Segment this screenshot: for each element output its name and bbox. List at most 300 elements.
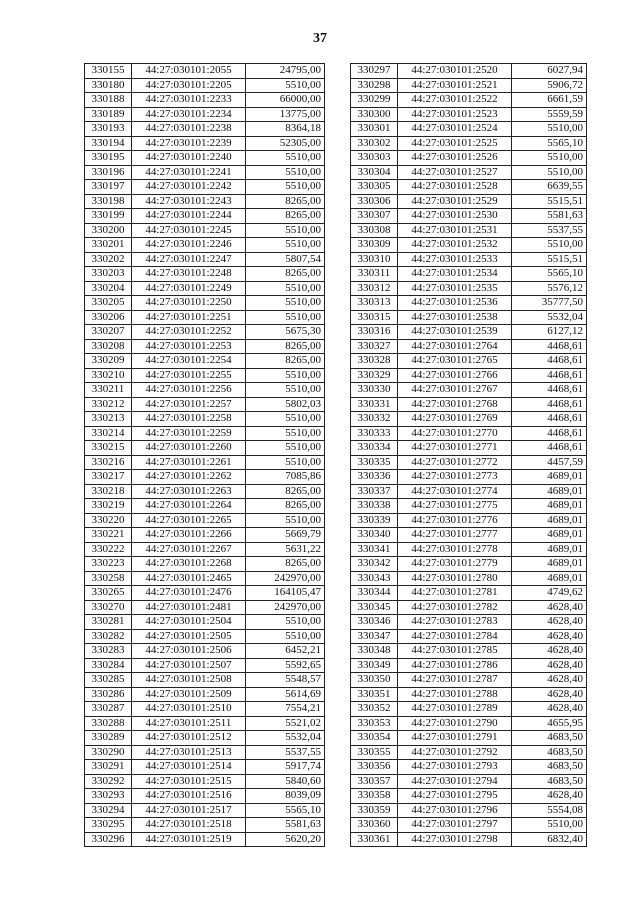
- parcel-number-cell: 330208: [85, 339, 132, 354]
- table-row: [351, 354, 587, 369]
- cadastral-number-cell: 44:27:030101:2465: [132, 571, 246, 586]
- parcel-number-cell: 330327: [351, 339, 398, 354]
- value-cell: 5620,20: [246, 832, 325, 847]
- table-row: [351, 397, 587, 412]
- table-row: [85, 64, 325, 79]
- value-cell: 4628,40: [512, 702, 587, 717]
- value-cell: 5510,00: [246, 223, 325, 238]
- value-cell: 5510,00: [246, 165, 325, 180]
- parcel-number-cell: 330340: [351, 528, 398, 543]
- value-cell: 4628,40: [512, 658, 587, 673]
- table-row: [85, 238, 325, 253]
- table-row: [85, 615, 325, 630]
- table-row: [85, 267, 325, 282]
- parcel-number-cell: 330281: [85, 615, 132, 630]
- cadastral-number-cell: 44:27:030101:2256: [132, 383, 246, 398]
- table-row: [85, 223, 325, 238]
- value-cell: 7554,21: [246, 702, 325, 717]
- value-cell: 6452,21: [246, 644, 325, 659]
- parcel-number-cell: 330328: [351, 354, 398, 369]
- parcel-number-cell: 330282: [85, 629, 132, 644]
- table-row: [85, 499, 325, 514]
- cadastral-number-cell: 44:27:030101:2524: [398, 122, 512, 137]
- value-cell: 5554,08: [512, 803, 587, 818]
- parcel-number-cell: 330210: [85, 368, 132, 383]
- table-row: [85, 281, 325, 296]
- value-cell: 5510,00: [512, 818, 587, 833]
- table-row: [351, 542, 587, 557]
- parcel-number-cell: 330309: [351, 238, 398, 253]
- value-cell: 8039,09: [246, 789, 325, 804]
- value-cell: 5515,51: [512, 194, 587, 209]
- value-cell: 5537,55: [246, 745, 325, 760]
- table-row: [85, 412, 325, 427]
- table-row: [85, 803, 325, 818]
- parcel-number-cell: 330214: [85, 426, 132, 441]
- value-cell: 5515,51: [512, 252, 587, 267]
- table-row: [85, 745, 325, 760]
- value-cell: 5906,72: [512, 78, 587, 93]
- value-cell: 35777,50: [512, 296, 587, 311]
- parcel-number-cell: 330344: [351, 586, 398, 601]
- value-cell: 5510,00: [246, 412, 325, 427]
- value-cell: 24795,00: [246, 64, 325, 79]
- cadastral-number-cell: 44:27:030101:2519: [132, 832, 246, 847]
- cadastral-number-cell: 44:27:030101:2505: [132, 629, 246, 644]
- parcel-number-cell: 330306: [351, 194, 398, 209]
- table-row: [351, 78, 587, 93]
- table-row: [85, 600, 325, 615]
- parcel-number-cell: 330297: [351, 64, 398, 79]
- value-cell: 5532,04: [512, 310, 587, 325]
- value-cell: 5510,00: [246, 180, 325, 195]
- parcel-number-cell: 330288: [85, 716, 132, 731]
- cadastral-number-cell: 44:27:030101:2771: [398, 441, 512, 456]
- cadastral-number-cell: 44:27:030101:2535: [398, 281, 512, 296]
- table-row: [85, 557, 325, 572]
- parcel-number-cell: 330200: [85, 223, 132, 238]
- table-row: [351, 774, 587, 789]
- parcel-number-cell: 330199: [85, 209, 132, 224]
- table-row: [351, 194, 587, 209]
- value-cell: 6127,12: [512, 325, 587, 340]
- table-row: [85, 571, 325, 586]
- cadastral-number-cell: 44:27:030101:2776: [398, 513, 512, 528]
- parcel-number-cell: 330298: [351, 78, 398, 93]
- table-row: [85, 760, 325, 775]
- value-cell: 5510,00: [246, 238, 325, 253]
- parcel-number-cell: 330357: [351, 774, 398, 789]
- cadastral-number-cell: 44:27:030101:2261: [132, 455, 246, 470]
- cadastral-number-cell: 44:27:030101:2260: [132, 441, 246, 456]
- cadastral-number-cell: 44:27:030101:2265: [132, 513, 246, 528]
- cadastral-number-cell: 44:27:030101:2781: [398, 586, 512, 601]
- table-row: [85, 687, 325, 702]
- cadastral-number-cell: 44:27:030101:2798: [398, 832, 512, 847]
- parcel-number-cell: 330350: [351, 673, 398, 688]
- cadastral-number-cell: 44:27:030101:2504: [132, 615, 246, 630]
- table-row: [351, 339, 587, 354]
- value-cell: 4689,01: [512, 484, 587, 499]
- table-row: [85, 673, 325, 688]
- value-cell: 8265,00: [246, 194, 325, 209]
- table-row: [85, 528, 325, 543]
- table-row: [85, 629, 325, 644]
- table-row: [85, 310, 325, 325]
- table-row: [351, 528, 587, 543]
- value-cell: 4468,61: [512, 383, 587, 398]
- parcel-number-cell: 330352: [351, 702, 398, 717]
- cadastral-number-cell: 44:27:030101:2247: [132, 252, 246, 267]
- parcel-number-cell: 330313: [351, 296, 398, 311]
- table-row: [351, 223, 587, 238]
- table-row: [85, 455, 325, 470]
- value-cell: 6832,40: [512, 832, 587, 847]
- table-row: [351, 818, 587, 833]
- table-row: [351, 426, 587, 441]
- parcel-number-cell: 330360: [351, 818, 398, 833]
- parcel-number-cell: 330334: [351, 441, 398, 456]
- table-row: [85, 296, 325, 311]
- cadastral-number-cell: 44:27:030101:2514: [132, 760, 246, 775]
- table-row: [85, 716, 325, 731]
- parcel-number-cell: 330333: [351, 426, 398, 441]
- parcel-number-cell: 330302: [351, 136, 398, 151]
- parcel-number-cell: 330289: [85, 731, 132, 746]
- table-row: [351, 296, 587, 311]
- cadastral-number-cell: 44:27:030101:2785: [398, 644, 512, 659]
- value-cell: 4655,95: [512, 716, 587, 731]
- table-row: [351, 122, 587, 137]
- value-cell: 4468,61: [512, 412, 587, 427]
- table-row: [351, 238, 587, 253]
- value-cell: 5510,00: [246, 78, 325, 93]
- parcel-number-cell: 330201: [85, 238, 132, 253]
- parcel-number-cell: 330195: [85, 151, 132, 166]
- table-row: [85, 426, 325, 441]
- cadastral-number-cell: 44:27:030101:2795: [398, 789, 512, 804]
- value-cell: 4689,01: [512, 571, 587, 586]
- value-cell: 4468,61: [512, 368, 587, 383]
- cadastral-number-cell: 44:27:030101:2264: [132, 499, 246, 514]
- cadastral-number-cell: 44:27:030101:2791: [398, 731, 512, 746]
- table-row: [351, 716, 587, 731]
- cadastral-number-cell: 44:27:030101:2506: [132, 644, 246, 659]
- cadastral-number-cell: 44:27:030101:2522: [398, 93, 512, 108]
- table-row: [351, 499, 587, 514]
- parcel-table-right: [350, 63, 587, 847]
- cadastral-number-cell: 44:27:030101:2511: [132, 716, 246, 731]
- value-cell: 4689,01: [512, 470, 587, 485]
- value-cell: 5510,00: [512, 151, 587, 166]
- parcel-number-cell: 330315: [351, 310, 398, 325]
- value-cell: 5521,02: [246, 716, 325, 731]
- value-cell: 5510,00: [246, 310, 325, 325]
- cadastral-number-cell: 44:27:030101:2241: [132, 165, 246, 180]
- cadastral-number-cell: 44:27:030101:2245: [132, 223, 246, 238]
- value-cell: 8265,00: [246, 339, 325, 354]
- cadastral-number-cell: 44:27:030101:2525: [398, 136, 512, 151]
- cadastral-number-cell: 44:27:030101:2255: [132, 368, 246, 383]
- parcel-number-cell: 330194: [85, 136, 132, 151]
- table-row: [351, 803, 587, 818]
- value-cell: 4689,01: [512, 528, 587, 543]
- value-cell: 242970,00: [246, 600, 325, 615]
- cadastral-number-cell: 44:27:030101:2262: [132, 470, 246, 485]
- parcel-number-cell: 330353: [351, 716, 398, 731]
- cadastral-number-cell: 44:27:030101:2784: [398, 629, 512, 644]
- parcel-number-cell: 330283: [85, 644, 132, 659]
- value-cell: 5510,00: [246, 513, 325, 528]
- cadastral-number-cell: 44:27:030101:2529: [398, 194, 512, 209]
- value-cell: 5631,22: [246, 542, 325, 557]
- parcel-number-cell: 330270: [85, 600, 132, 615]
- cadastral-number-cell: 44:27:030101:2528: [398, 180, 512, 195]
- value-cell: 5510,00: [246, 383, 325, 398]
- value-cell: 4468,61: [512, 426, 587, 441]
- cadastral-number-cell: 44:27:030101:2254: [132, 354, 246, 369]
- parcel-number-cell: 330180: [85, 78, 132, 93]
- table-row: [351, 368, 587, 383]
- cadastral-number-cell: 44:27:030101:2767: [398, 383, 512, 398]
- table-row: [85, 441, 325, 456]
- parcel-number-cell: 330221: [85, 528, 132, 543]
- table-row: [85, 513, 325, 528]
- cadastral-number-cell: 44:27:030101:2252: [132, 325, 246, 340]
- cadastral-number-cell: 44:27:030101:2796: [398, 803, 512, 818]
- cadastral-number-cell: 44:27:030101:2266: [132, 528, 246, 543]
- cadastral-number-cell: 44:27:030101:2249: [132, 281, 246, 296]
- parcel-number-cell: 330300: [351, 107, 398, 122]
- cadastral-number-cell: 44:27:030101:2772: [398, 455, 512, 470]
- parcel-number-cell: 330293: [85, 789, 132, 804]
- cadastral-number-cell: 44:27:030101:2793: [398, 760, 512, 775]
- table-row: [85, 325, 325, 340]
- cadastral-number-cell: 44:27:030101:2205: [132, 78, 246, 93]
- parcel-number-cell: 330265: [85, 586, 132, 601]
- table-row: [351, 64, 587, 79]
- value-cell: 8364,18: [246, 122, 325, 137]
- parcel-number-cell: 330285: [85, 673, 132, 688]
- table-row: [351, 687, 587, 702]
- parcel-number-cell: 330188: [85, 93, 132, 108]
- table-row: [351, 383, 587, 398]
- cadastral-number-cell: 44:27:030101:2523: [398, 107, 512, 122]
- cadastral-number-cell: 44:27:030101:2233: [132, 93, 246, 108]
- table-row: [351, 673, 587, 688]
- cadastral-number-cell: 44:27:030101:2779: [398, 557, 512, 572]
- parcel-number-cell: 330193: [85, 122, 132, 137]
- value-cell: 4628,40: [512, 673, 587, 688]
- parcel-number-cell: 330296: [85, 832, 132, 847]
- parcel-number-cell: 330331: [351, 397, 398, 412]
- cadastral-number-cell: 44:27:030101:2257: [132, 397, 246, 412]
- value-cell: 5510,00: [246, 296, 325, 311]
- table-row: [351, 267, 587, 282]
- value-cell: 5917,74: [246, 760, 325, 775]
- cadastral-number-cell: 44:27:030101:2790: [398, 716, 512, 731]
- parcel-number-cell: 330291: [85, 760, 132, 775]
- value-cell: 8265,00: [246, 484, 325, 499]
- parcel-number-cell: 330215: [85, 441, 132, 456]
- cadastral-number-cell: 44:27:030101:2786: [398, 658, 512, 673]
- cadastral-number-cell: 44:27:030101:2783: [398, 615, 512, 630]
- parcel-number-cell: 330348: [351, 644, 398, 659]
- parcel-number-cell: 330356: [351, 760, 398, 775]
- table-row: [351, 93, 587, 108]
- value-cell: 6027,94: [512, 64, 587, 79]
- parcel-number-cell: 330310: [351, 252, 398, 267]
- value-cell: 4689,01: [512, 542, 587, 557]
- parcel-number-cell: 330343: [351, 571, 398, 586]
- table-row: [351, 281, 587, 296]
- cadastral-number-cell: 44:27:030101:2773: [398, 470, 512, 485]
- table-row: [85, 658, 325, 673]
- table-row: [351, 600, 587, 615]
- value-cell: 5807,54: [246, 252, 325, 267]
- table-row: [85, 484, 325, 499]
- cadastral-number-cell: 44:27:030101:2244: [132, 209, 246, 224]
- cadastral-number-cell: 44:27:030101:2517: [132, 803, 246, 818]
- value-cell: 8265,00: [246, 267, 325, 282]
- table-row: [351, 165, 587, 180]
- value-cell: 5510,00: [246, 455, 325, 470]
- parcel-number-cell: 330286: [85, 687, 132, 702]
- table-row: [85, 136, 325, 151]
- value-cell: 5576,12: [512, 281, 587, 296]
- table-row: [85, 832, 325, 847]
- cadastral-number-cell: 44:27:030101:2263: [132, 484, 246, 499]
- table-row: [351, 832, 587, 847]
- cadastral-number-cell: 44:27:030101:2259: [132, 426, 246, 441]
- cadastral-number-cell: 44:27:030101:2481: [132, 600, 246, 615]
- value-cell: 4689,01: [512, 557, 587, 572]
- page-number: 37: [313, 31, 327, 46]
- value-cell: 5510,00: [246, 441, 325, 456]
- value-cell: 5548,57: [246, 673, 325, 688]
- cadastral-number-cell: 44:27:030101:2243: [132, 194, 246, 209]
- cadastral-number-cell: 44:27:030101:2538: [398, 310, 512, 325]
- cadastral-number-cell: 44:27:030101:2789: [398, 702, 512, 717]
- value-cell: 4628,40: [512, 789, 587, 804]
- cadastral-number-cell: 44:27:030101:2768: [398, 397, 512, 412]
- parcel-number-cell: 330155: [85, 64, 132, 79]
- value-cell: 8265,00: [246, 499, 325, 514]
- parcel-number-cell: 330329: [351, 368, 398, 383]
- table-row: [85, 818, 325, 833]
- cadastral-number-cell: 44:27:030101:2766: [398, 368, 512, 383]
- table-row: [85, 368, 325, 383]
- parcel-number-cell: 330220: [85, 513, 132, 528]
- value-cell: 4749,62: [512, 586, 587, 601]
- parcel-number-cell: 330290: [85, 745, 132, 760]
- table-row: [351, 136, 587, 151]
- value-cell: 242970,00: [246, 571, 325, 586]
- cadastral-number-cell: 44:27:030101:2520: [398, 64, 512, 79]
- cadastral-number-cell: 44:27:030101:2530: [398, 209, 512, 224]
- value-cell: 5802,03: [246, 397, 325, 412]
- parcel-number-cell: 330339: [351, 513, 398, 528]
- value-cell: 5581,63: [512, 209, 587, 224]
- parcel-number-cell: 330312: [351, 281, 398, 296]
- cadastral-number-cell: 44:27:030101:2797: [398, 818, 512, 833]
- value-cell: 52305,00: [246, 136, 325, 151]
- cadastral-number-cell: 44:27:030101:2515: [132, 774, 246, 789]
- table-row: [351, 209, 587, 224]
- value-cell: 4628,40: [512, 629, 587, 644]
- value-cell: 5510,00: [512, 238, 587, 253]
- parcel-number-cell: 330219: [85, 499, 132, 514]
- value-cell: 5510,00: [246, 368, 325, 383]
- cadastral-number-cell: 44:27:030101:2251: [132, 310, 246, 325]
- cadastral-number-cell: 44:27:030101:2539: [398, 325, 512, 340]
- table-row: [85, 354, 325, 369]
- table-row: [351, 557, 587, 572]
- parcel-number-cell: 330206: [85, 310, 132, 325]
- value-cell: 4457,59: [512, 455, 587, 470]
- table-row: [85, 383, 325, 398]
- parcel-table-left: [84, 63, 325, 847]
- cadastral-number-cell: 44:27:030101:2512: [132, 731, 246, 746]
- cadastral-number-cell: 44:27:030101:2527: [398, 165, 512, 180]
- cadastral-number-cell: 44:27:030101:2531: [398, 223, 512, 238]
- table-row: [85, 93, 325, 108]
- table-row: [351, 470, 587, 485]
- table-row: [85, 180, 325, 195]
- cadastral-number-cell: 44:27:030101:2787: [398, 673, 512, 688]
- value-cell: 4683,50: [512, 760, 587, 775]
- parcel-number-cell: 330211: [85, 383, 132, 398]
- cadastral-number-cell: 44:27:030101:2240: [132, 151, 246, 166]
- parcel-number-cell: 330359: [351, 803, 398, 818]
- cadastral-number-cell: 44:27:030101:2764: [398, 339, 512, 354]
- parcel-number-cell: 330212: [85, 397, 132, 412]
- value-cell: 5559,59: [512, 107, 587, 122]
- value-cell: 5537,55: [512, 223, 587, 238]
- table-row: [85, 122, 325, 137]
- parcel-number-cell: 330336: [351, 470, 398, 485]
- cadastral-number-cell: 44:27:030101:2268: [132, 557, 246, 572]
- parcel-number-cell: 330202: [85, 252, 132, 267]
- parcel-number-cell: 330218: [85, 484, 132, 499]
- cadastral-number-cell: 44:27:030101:2775: [398, 499, 512, 514]
- cadastral-number-cell: 44:27:030101:2258: [132, 412, 246, 427]
- cadastral-number-cell: 44:27:030101:2782: [398, 600, 512, 615]
- cadastral-number-cell: 44:27:030101:2510: [132, 702, 246, 717]
- cadastral-number-cell: 44:27:030101:2476: [132, 586, 246, 601]
- cadastral-number-cell: 44:27:030101:2513: [132, 745, 246, 760]
- parcel-number-cell: 330351: [351, 687, 398, 702]
- parcel-number-cell: 330216: [85, 455, 132, 470]
- parcel-number-cell: 330292: [85, 774, 132, 789]
- value-cell: 4689,01: [512, 513, 587, 528]
- cadastral-number-cell: 44:27:030101:2508: [132, 673, 246, 688]
- value-cell: 4468,61: [512, 441, 587, 456]
- parcel-number-cell: 330307: [351, 209, 398, 224]
- parcel-number-cell: 330203: [85, 267, 132, 282]
- parcel-number-cell: 330305: [351, 180, 398, 195]
- cadastral-number-cell: 44:27:030101:2769: [398, 412, 512, 427]
- table-row: [85, 542, 325, 557]
- value-cell: 4683,50: [512, 745, 587, 760]
- parcel-number-cell: 330198: [85, 194, 132, 209]
- value-cell: 4683,50: [512, 731, 587, 746]
- parcel-number-cell: 330341: [351, 542, 398, 557]
- table-row: [85, 252, 325, 267]
- value-cell: 5532,04: [246, 731, 325, 746]
- cadastral-number-cell: 44:27:030101:2246: [132, 238, 246, 253]
- cadastral-number-cell: 44:27:030101:2780: [398, 571, 512, 586]
